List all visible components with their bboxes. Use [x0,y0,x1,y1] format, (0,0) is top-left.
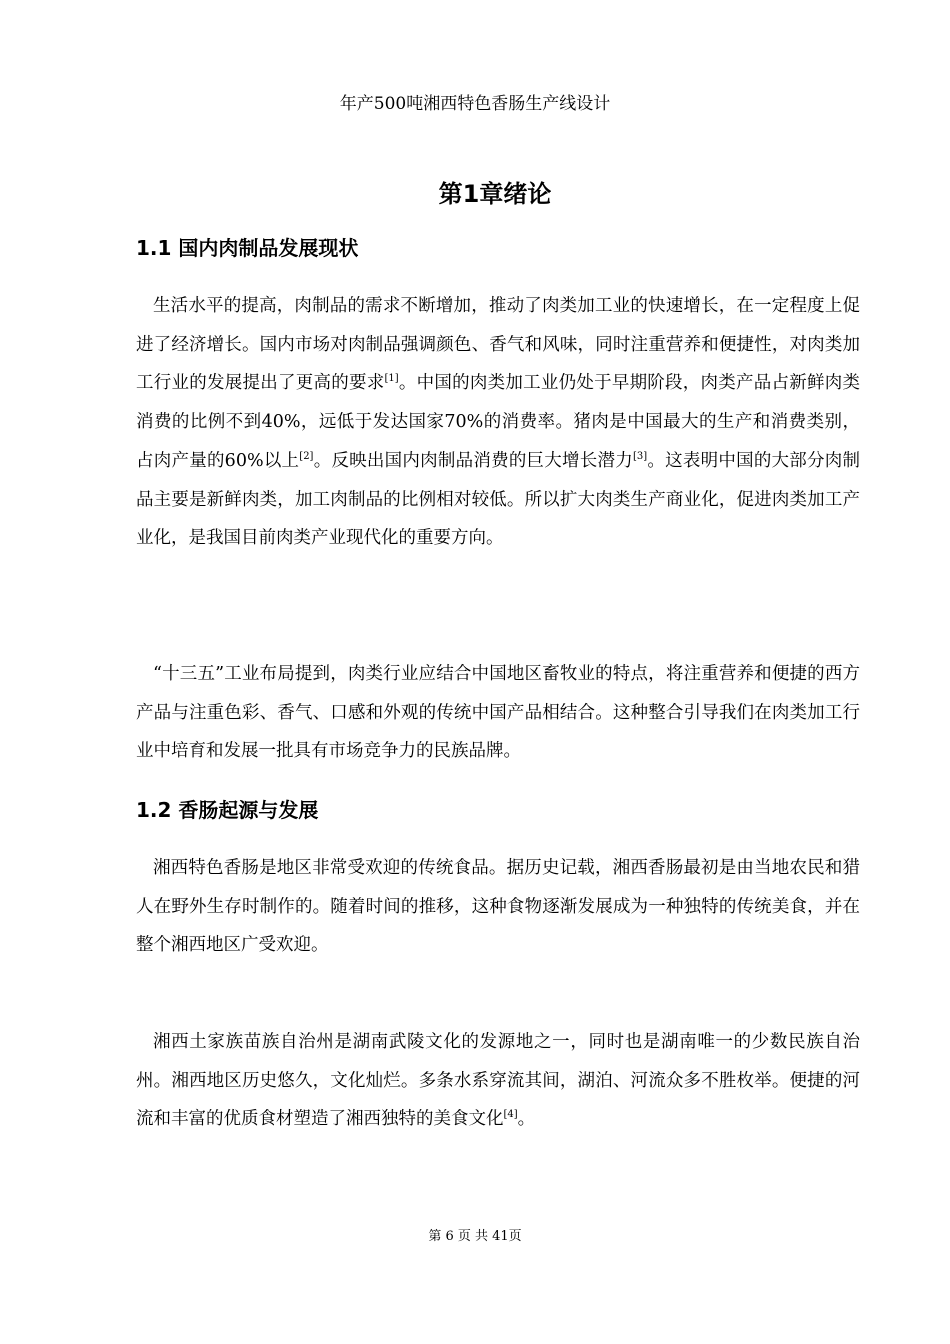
chapter-title: 第1章绪论 [438,180,552,208]
paragraph-sausage-origin: 湘西特色香肠是地区非常受欢迎的传统食品。据历史记载，湘西香肠最初是由当地农民和猎人在野外生存时制作的。随着时间的推移，这种食物逐渐发展成为一种独特的传统美食，并在整个湘西地区广受欢迎。 [136,858,860,956]
paragraph-text: 。中国的肉类加工业仍处于早期阶段，肉类产品占新鲜肉类消费的比例不到40%，远低于发达国家70%的消费率。猪肉是中国最大的生产和消费类别，占肉产量的60%以上 [136,373,861,471]
paragraph-text: 。这表明中国的大部分肉制品主要是新鲜肉类，加工肉制品的比例相对较低。所以扩大肉类生产商业化，促进肉类加工产业化，是我国目前肉类产业现代化的重要方向。 [136,450,861,549]
section-title-1-1: 1.1 国内肉制品发展现状 [136,236,359,260]
citation-ref[interactable]: [2] [299,450,314,462]
paragraph-text: 。反映出国内肉制品消费的巨大增长潜力 [313,450,633,471]
paragraph-text: 。 [517,1109,536,1130]
running-header [0,92,950,116]
page-footer [0,1228,950,1246]
paragraph-text: 湘西土家族苗族自治州是湖南武陵文化的发源地之一，同时也是湖南唯一的少数民族自治州。湘西地区历史悠久，文化灿烂。多条水系穿流其间，湖泊、河流众多不胜枚举。便捷的河流和丰富的优质食材塑造了湘西独特的美食文化 [136,1032,860,1130]
paragraph-text: 生活水平的提高，肉制品的需求不断增加，推动了肉类加工业的快速增长，在一定程度上促进了经济增长。国内市场对肉制品强调颜色、香气和风味，同时注重营养和便捷性，对肉类加工行业的发展提出了更高的要求 [136,296,860,394]
citation-ref[interactable]: [4] [503,1109,518,1121]
running-header-title: 年产500吨湘西特色香肠生产线设计 [339,94,611,114]
page-number: 第 6 页 共 41页 [428,1229,522,1244]
citation-ref[interactable]: [3] [632,450,648,462]
paragraph-meat-products-status [136,287,860,558]
paragraph-xiangxi-culture [136,1023,860,1139]
paragraph-thirteenth-five-year: “十三五”工业布局提到，肉类行业应结合中国地区畜牧业的特点，将注重营养和便捷的西方产品与注重色彩、香气、口感和外观的传统中国产品相结合。这种整合引导我们在肉类加工行业中培育和发展一批具有市场竞争力的民族品牌。 [136,664,860,762]
citation-ref[interactable]: [1] [384,373,399,385]
section-title-1-2: 1.2 香肠起源与发展 [136,798,319,822]
